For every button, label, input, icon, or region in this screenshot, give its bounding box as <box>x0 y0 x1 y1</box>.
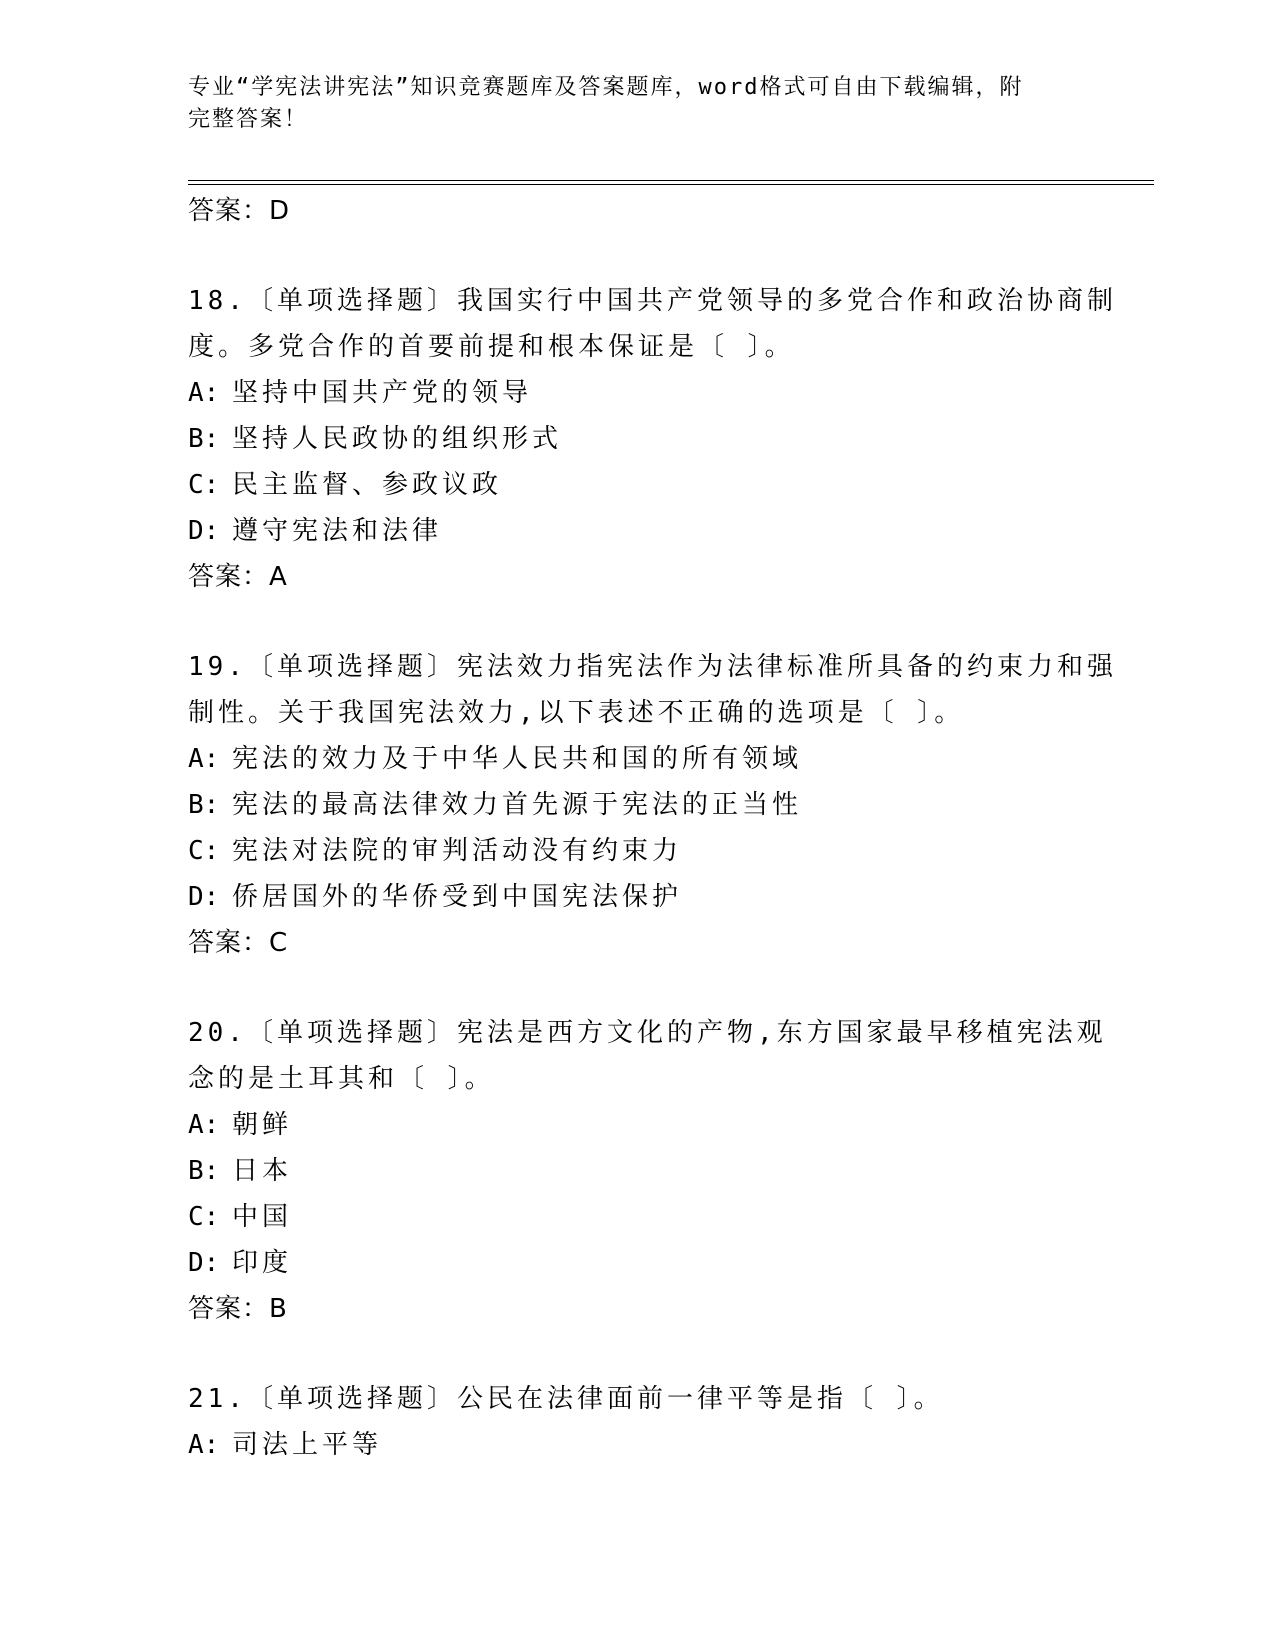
option-letter: C: <box>188 470 220 500</box>
option-text: 遵守宪法和法律 <box>232 516 443 546</box>
question-text-line: 21.〔单项选择题〕公民在法律面前一律平等是指〔 〕。 <box>188 1384 944 1414</box>
option-b <box>188 782 1088 828</box>
header-line-1: 专业“学宪法讲宪法”知识竞赛题库及答案题库，word格式可自由下载编辑，附 <box>188 75 1024 100</box>
option-text: 朝鲜 <box>232 1110 293 1140</box>
question-text-line: 18.〔单项选择题〕我国实行中国共产党领导的多党合作和政治协商制 <box>188 286 1117 316</box>
option-text: 侨居国外的华侨受到中国宪法保护 <box>232 882 683 912</box>
option-a <box>188 1102 1088 1148</box>
answer-line: 答案：B <box>188 1294 288 1324</box>
option-letter: D: <box>188 1248 220 1278</box>
option-a <box>188 736 1088 782</box>
question-19 <box>188 644 1117 966</box>
question-18 <box>188 278 1117 600</box>
spacer <box>188 966 1088 1010</box>
option-text: 宪法的效力及于中华人民共和国的所有领域 <box>232 744 803 774</box>
option-letter: A: <box>188 378 220 408</box>
option-text: 坚持中国共产党的领导 <box>232 378 533 408</box>
question-text-line: 20.〔单项选择题〕宪法是西方文化的产物,东方国家最早移植宪法观 <box>188 1018 1107 1048</box>
option-letter: D: <box>188 882 220 912</box>
option-letter: A: <box>188 1430 220 1460</box>
question-text-line: 念的是土耳其和〔 〕。 <box>188 1064 495 1094</box>
spacer <box>188 600 1088 644</box>
question-text-line: 度。多党合作的首要前提和根本保证是〔 〕。 <box>188 332 795 362</box>
option-letter: C: <box>188 836 220 866</box>
option-letter: B: <box>188 424 220 454</box>
header-divider-top <box>188 180 1154 181</box>
option-text: 宪法的最高法律效力首先源于宪法的正当性 <box>232 790 803 820</box>
option-d <box>188 874 1088 920</box>
option-letter: A: <box>188 744 220 774</box>
document-header <box>188 72 1068 136</box>
option-letter: D: <box>188 516 220 546</box>
answer-line: 答案：C <box>188 928 289 958</box>
answer-line: 答案：A <box>188 562 288 592</box>
option-a <box>188 370 1088 416</box>
option-c <box>188 1194 1088 1240</box>
previous-answer: 答案：D <box>188 196 291 226</box>
option-letter: B: <box>188 1156 220 1186</box>
header-line-2: 完整答案！ <box>188 107 309 132</box>
option-d <box>188 1240 1088 1286</box>
option-text: 司法上平等 <box>232 1430 383 1460</box>
option-d <box>188 508 1088 554</box>
question-text-line: 制性。关于我国宪法效力,以下表述不正确的选项是〔 〕。 <box>188 698 965 728</box>
question-20 <box>188 1010 1107 1332</box>
option-text: 坚持人民政协的组织形式 <box>232 424 563 454</box>
option-b <box>188 416 1088 462</box>
option-text: 印度 <box>232 1248 293 1278</box>
option-text: 宪法对法院的审判活动没有约束力 <box>232 836 683 866</box>
spacer <box>188 234 1088 278</box>
spacer <box>188 1332 1088 1376</box>
option-b <box>188 1148 1088 1194</box>
option-letter: C: <box>188 1202 220 1232</box>
option-text: 民主监督、参政议政 <box>232 470 503 500</box>
option-letter: B: <box>188 790 220 820</box>
option-text: 中国 <box>232 1202 293 1232</box>
option-letter: A: <box>188 1110 220 1140</box>
option-a <box>188 1422 1088 1468</box>
question-text-line: 19.〔单项选择题〕宪法效力指宪法作为法律标准所具备的约束力和强 <box>188 652 1117 682</box>
option-c <box>188 828 1088 874</box>
question-list <box>188 188 1117 1468</box>
header-divider-bottom <box>188 184 1154 185</box>
question-21 <box>188 1376 1088 1468</box>
option-text: 日本 <box>232 1156 293 1186</box>
option-c <box>188 462 1088 508</box>
